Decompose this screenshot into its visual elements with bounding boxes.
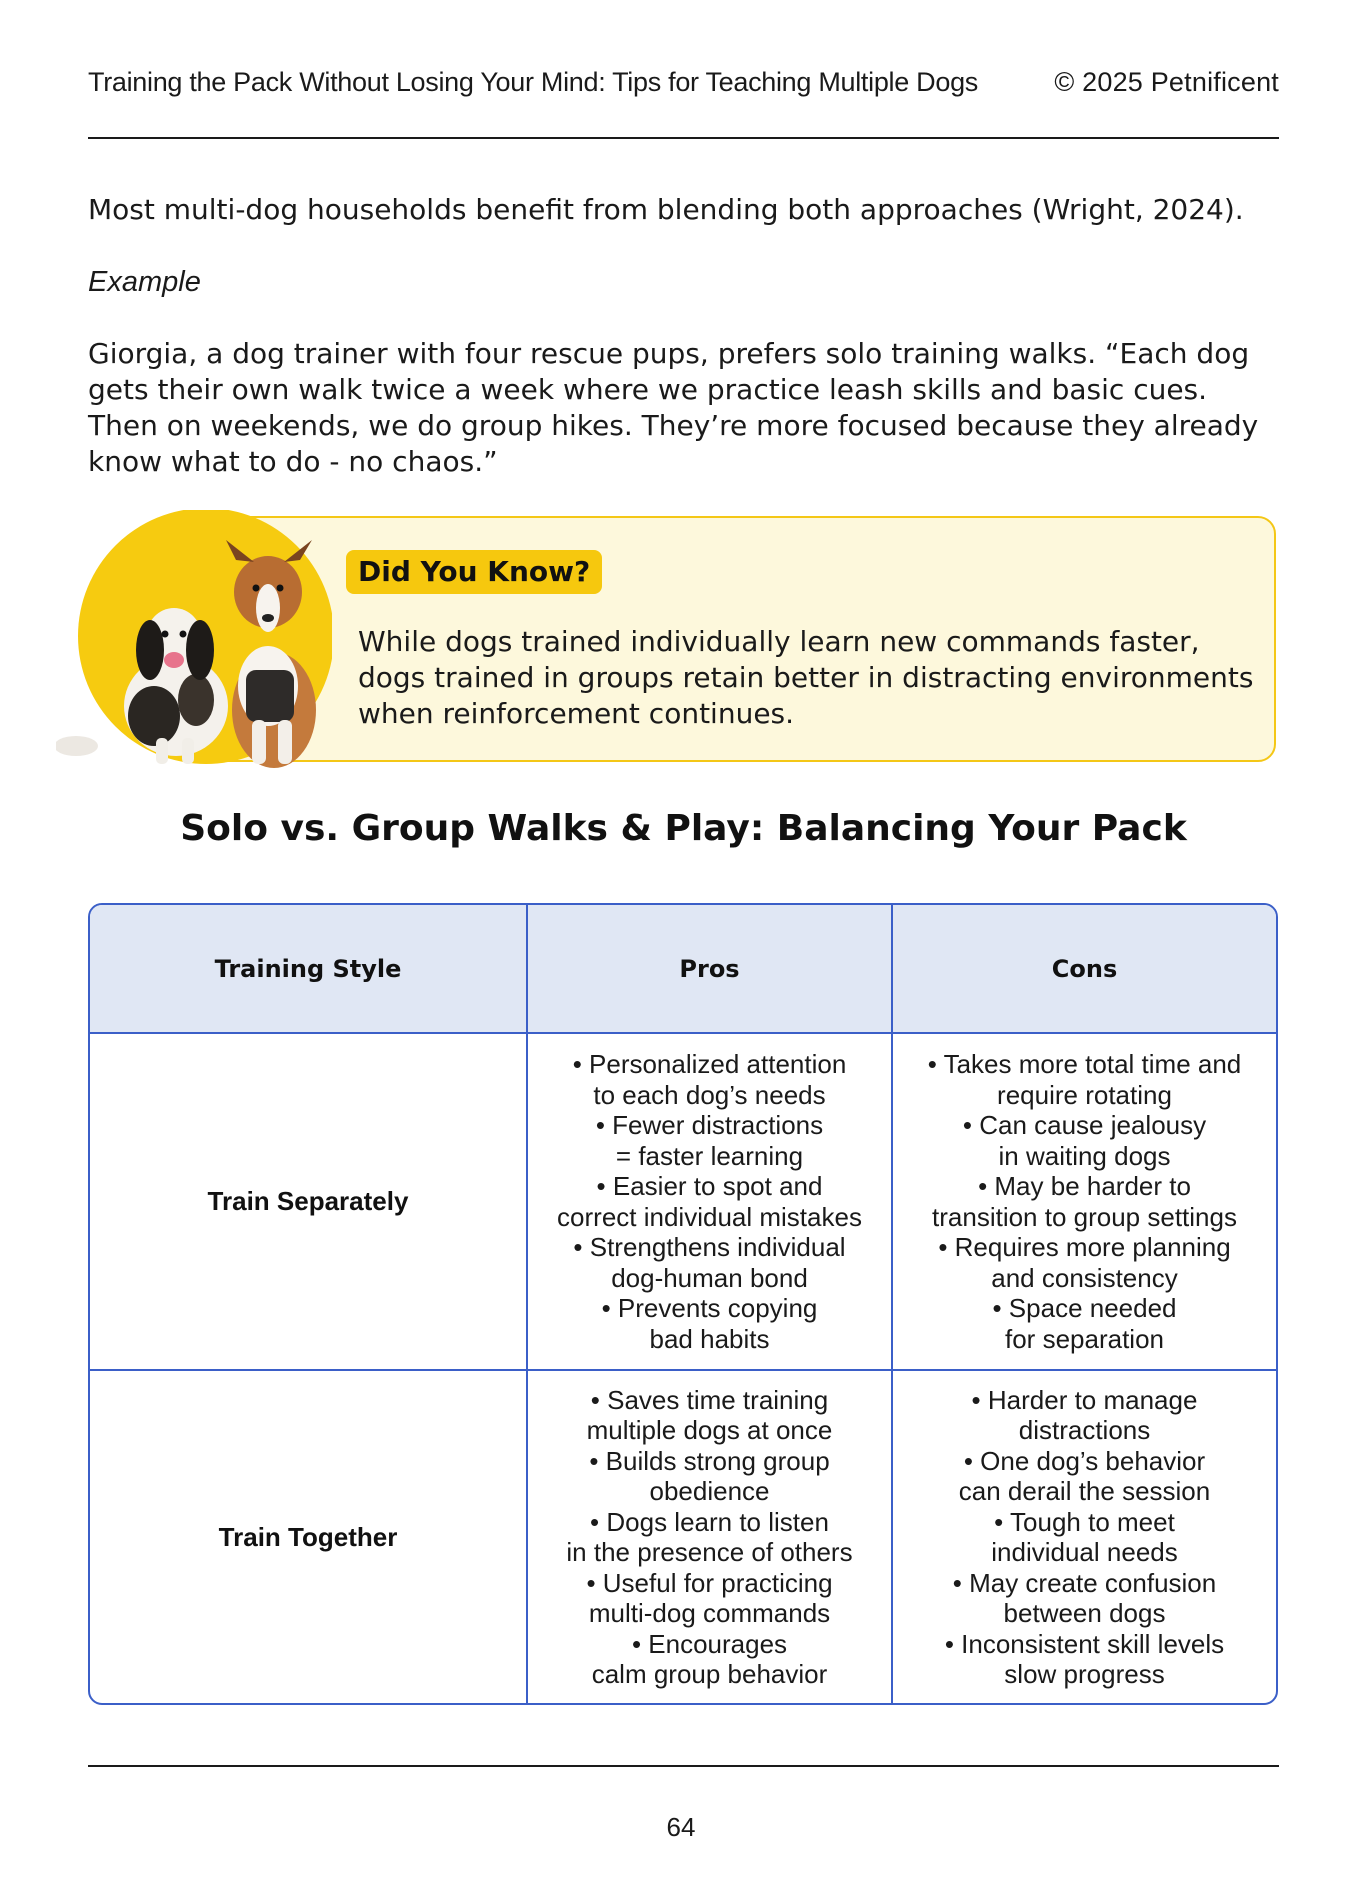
pros-line: • Strengthens individual (573, 1232, 846, 1262)
pros-line: • Prevents copying (601, 1293, 818, 1323)
cons-line: • Can cause jealousy (962, 1110, 1207, 1140)
cons-line: and consistency (991, 1262, 1178, 1293)
did-you-know-badge: Did You Know? (346, 550, 602, 594)
pros-line: = faster learning (615, 1140, 804, 1171)
training-style-cell: Train Together (90, 1370, 527, 1703)
column-header: Training Style (90, 905, 527, 1033)
dogs-illustration (56, 510, 332, 770)
cons-line: • Takes more total time and (927, 1049, 1242, 1079)
cons-line: distractions (1018, 1415, 1151, 1445)
cons-line: for separation (1005, 1323, 1164, 1354)
intro-paragraph: Most multi-dog households benefit from blending both approaches (Wright, 2024). (88, 193, 1244, 226)
page-number: 64 (666, 1812, 696, 1842)
pros-line: multiple dogs at once (586, 1415, 833, 1445)
copyright-notice: © 2025 Petnificent (1054, 66, 1279, 97)
section-title: Solo vs. Group Walks & Play: Balancing Your Pack (180, 808, 1187, 849)
example-line: Giorgia, a dog trainer with four rescue pups, prefers solo training walks. “Each dog (88, 337, 1250, 370)
example-line: gets their own walk twice a week where we practice leash skills and basic cues. (88, 373, 1208, 406)
cons-line: • One dog’s behavior (963, 1445, 1206, 1476)
pros-line: multi-dog commands (588, 1598, 831, 1628)
footer-divider (88, 1765, 1279, 1767)
pros-line: obedience (649, 1476, 770, 1506)
pros-line: • Saves time training (590, 1384, 829, 1415)
cons-line: in waiting dogs (998, 1140, 1171, 1171)
cons-line: transition to group settings (932, 1201, 1237, 1232)
training-style-cell: Train Separately (90, 1033, 527, 1370)
table-row (90, 1370, 1276, 1703)
pros-line: • Personalized attention (572, 1049, 847, 1079)
example-line: know what to do - no chaos.” (88, 445, 498, 478)
cons-line: • Inconsistent skill levels (944, 1628, 1225, 1659)
pros-cell (527, 1033, 892, 1370)
cons-line: can derail the session (958, 1476, 1211, 1506)
example-line: Then on weekends, we do group hikes. They’re more focused because they already (88, 409, 1259, 442)
cons-line: between dogs (1003, 1598, 1166, 1628)
pros-line: calm group behavior (591, 1659, 828, 1689)
pros-line: correct individual mistakes (557, 1201, 862, 1232)
column-header: Pros (527, 905, 892, 1033)
pros-line: • Builds strong group (589, 1445, 830, 1476)
callout-line: when reinforcement continues. (358, 697, 795, 730)
cons-line: • Tough to meet (994, 1506, 1175, 1537)
pros-line: bad habits (649, 1323, 770, 1354)
column-header: Cons (892, 905, 1276, 1033)
cons-cell (892, 1370, 1276, 1703)
cons-line: individual needs (991, 1537, 1178, 1567)
pros-line: • Useful for practicing (586, 1567, 833, 1598)
pros-line: • Dogs learn to listen (590, 1506, 829, 1537)
cons-line: • May create confusion (952, 1567, 1217, 1598)
page-header (88, 62, 1279, 102)
callout-body (358, 624, 1258, 732)
pros-line: • Fewer distractions (595, 1110, 824, 1140)
table-row (90, 1033, 1276, 1370)
example-label: Example (88, 266, 201, 298)
pros-line: • Easier to spot and (596, 1171, 823, 1201)
table-header-row (90, 905, 1276, 1033)
header-divider (88, 137, 1279, 139)
comparison-table (88, 903, 1278, 1705)
cons-line: slow progress (1004, 1659, 1165, 1689)
cons-line: • Space needed (992, 1293, 1177, 1323)
document-title: Training the Pack Without Losing Your Mind: Tips for Teaching Multiple Dogs (88, 66, 978, 97)
cons-line: • Harder to manage (971, 1384, 1198, 1415)
pros-line: to each dog’s needs (593, 1079, 826, 1110)
cons-line: • May be harder to (978, 1171, 1191, 1201)
callout-line: dogs trained in groups retain better in distracting environments (358, 661, 1254, 694)
example-paragraph (88, 336, 1279, 480)
pros-line: in the presence of others (566, 1537, 853, 1567)
cons-line: require rotating (997, 1079, 1172, 1110)
pros-line: • Encourages (631, 1628, 788, 1659)
callout-line: While dogs trained individually learn new commands faster, (358, 625, 1200, 658)
pros-cell (527, 1370, 892, 1703)
pros-line: dog-human bond (611, 1262, 808, 1293)
cons-line: • Requires more planning (938, 1232, 1231, 1262)
cons-cell (892, 1033, 1276, 1370)
